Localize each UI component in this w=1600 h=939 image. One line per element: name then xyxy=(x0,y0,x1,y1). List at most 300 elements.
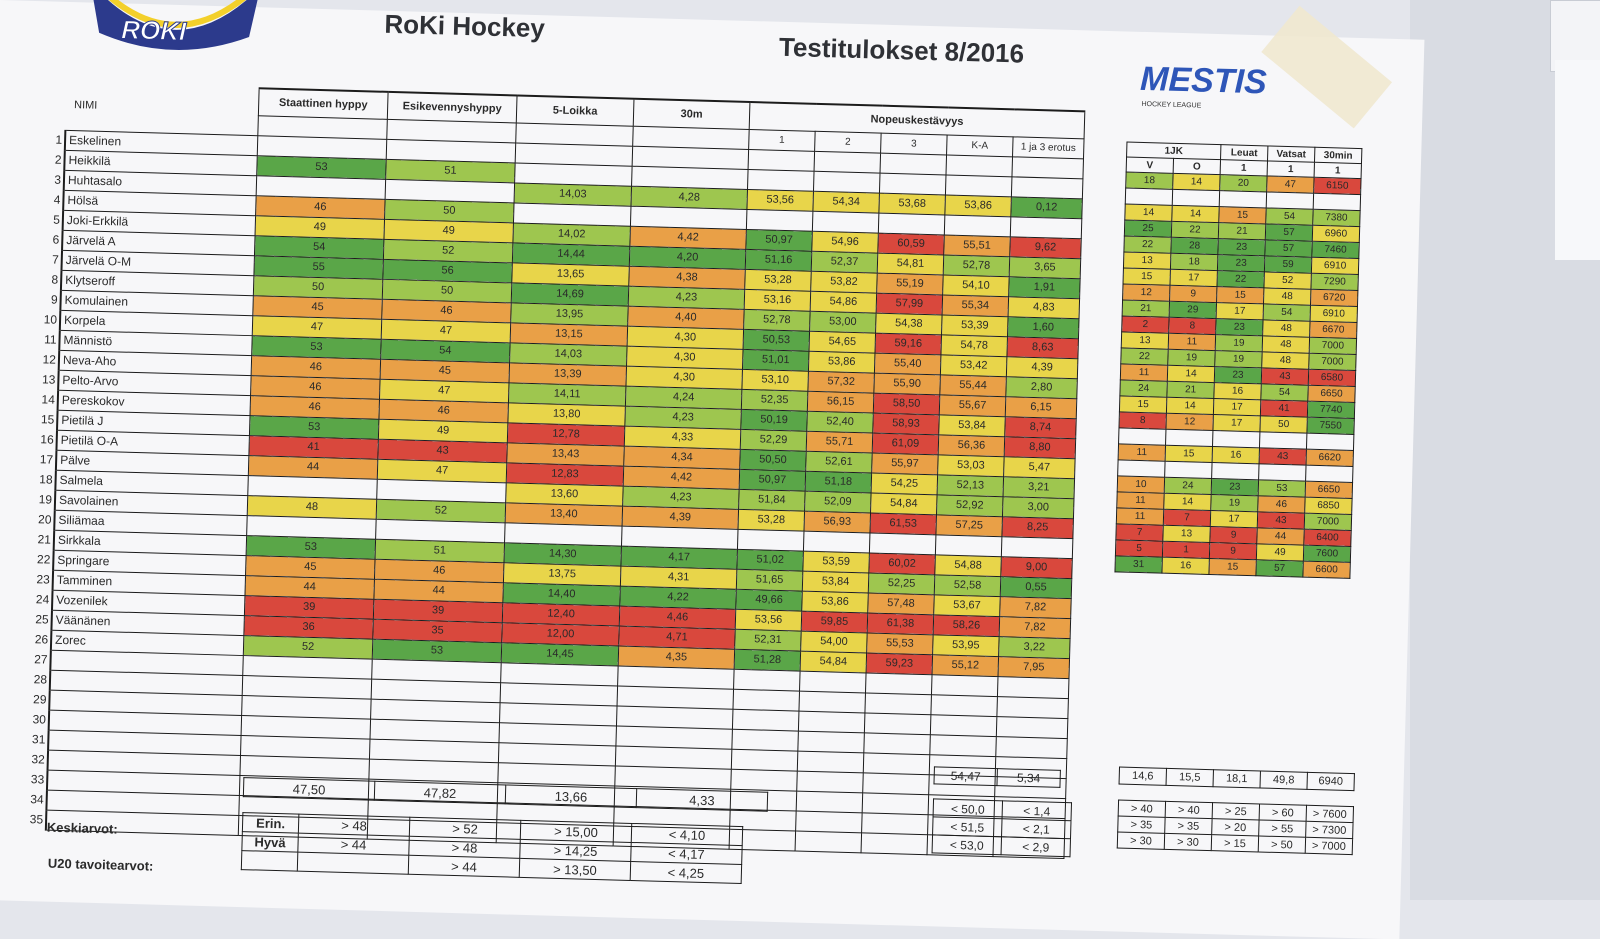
result-cell: 53 xyxy=(372,639,502,663)
strength-cell: 49 xyxy=(1256,544,1303,561)
result-cell: 4,23 xyxy=(628,286,745,309)
strength-cell: 14 xyxy=(1125,204,1172,221)
result-cell xyxy=(864,732,931,754)
strength-table xyxy=(1114,142,1362,579)
player-name: Sirkkala xyxy=(54,530,247,555)
result-cell: 49,66 xyxy=(736,589,803,611)
result-cell: 39 xyxy=(373,599,503,623)
strength-cell: 5 xyxy=(1115,540,1162,557)
strength-cell xyxy=(1259,464,1306,481)
strength-cell: 22 xyxy=(1121,348,1168,365)
result-cell: 14,02 xyxy=(513,222,631,245)
strength-cell: 16 xyxy=(1212,447,1259,464)
strength-cell: 6400 xyxy=(1304,529,1351,546)
result-cell: 50,97 xyxy=(739,469,806,491)
strength-cell: 47 xyxy=(1267,176,1314,193)
result-cell: 4,30 xyxy=(627,326,744,349)
player-name: Siliämaa xyxy=(54,510,247,535)
result-cell: 45 xyxy=(246,555,376,579)
result-cell: 54,10 xyxy=(943,274,1010,296)
strength-cell: 15 xyxy=(1219,207,1266,224)
result-cell: 3,65 xyxy=(1009,256,1081,278)
nop-target: < 2,1 xyxy=(1002,819,1071,839)
target-level-label xyxy=(241,851,298,872)
strength-cell: 9 xyxy=(1209,542,1256,559)
result-cell: 14,44 xyxy=(512,242,630,265)
row-number: 10 xyxy=(43,312,58,327)
result-cell: 47 xyxy=(252,315,382,339)
result-cell: 52,92 xyxy=(937,494,1004,516)
player-name: Springare xyxy=(53,550,246,575)
u20-targets-label: U20 tavoitearvot: xyxy=(47,855,154,874)
result-cell: 8,74 xyxy=(1005,416,1077,438)
result-cell: 58,26 xyxy=(933,614,1000,636)
result-cell: 44 xyxy=(374,579,504,603)
strength-cell: 15 xyxy=(1217,287,1264,304)
strength-cell: 8 xyxy=(1169,317,1216,334)
nop-sub-ka: K-A xyxy=(947,135,1014,156)
strength-cell xyxy=(1125,188,1172,205)
row-number: 8 xyxy=(51,272,59,287)
strength-cell: 14 xyxy=(1164,493,1211,510)
strength-cell: 24 xyxy=(1120,380,1167,397)
strength-cell: 21 xyxy=(1218,223,1265,240)
strength-target: > 35 xyxy=(1165,817,1212,834)
result-cell xyxy=(746,209,813,231)
result-cell xyxy=(931,694,998,716)
nop-sub-2: 2 xyxy=(815,131,882,152)
result-cell: 54,38 xyxy=(876,313,943,335)
strength-cell: 12 xyxy=(1166,413,1213,430)
result-cell xyxy=(866,672,933,694)
result-cell: 53,28 xyxy=(738,509,805,531)
strength-cell: 17 xyxy=(1216,303,1263,320)
strength-cell: 28 xyxy=(1171,237,1218,254)
nop-sub-erotus: 1 ja 3 erotus xyxy=(1013,137,1085,158)
page-subtitle: Testitulokset 8/2016 xyxy=(778,31,1025,69)
result-cell: 53,84 xyxy=(802,571,869,593)
results-table-body xyxy=(27,129,1084,858)
result-cell: 4,17 xyxy=(621,546,738,569)
result-cell: 61,38 xyxy=(867,612,934,634)
result-cell: 53 xyxy=(252,335,382,359)
strength-cell: 44 xyxy=(1257,528,1304,545)
target-value: > 14,25 xyxy=(520,839,631,861)
target-value: > 48 xyxy=(298,814,409,836)
avg-value: 4,33 xyxy=(636,789,767,812)
result-cell xyxy=(813,171,880,193)
strength-target: > 60 xyxy=(1259,804,1306,821)
result-cell: 53,67 xyxy=(934,594,1001,616)
result-cell: 54,25 xyxy=(871,473,938,495)
result-cell: 50 xyxy=(385,199,515,223)
averages-label: Keskiarvot: xyxy=(46,819,118,837)
result-cell: 51,16 xyxy=(745,249,812,271)
target-level-label: Hyvä xyxy=(242,832,299,853)
strength-cell: 7550 xyxy=(1307,417,1354,434)
strength-cell: 15 xyxy=(1123,268,1170,285)
player-name: Salmela xyxy=(55,470,248,495)
strength-cell: 19 xyxy=(1215,351,1262,368)
strength-cell: 6650 xyxy=(1308,385,1355,402)
result-cell: 12,83 xyxy=(506,462,624,485)
result-cell: 52,29 xyxy=(740,429,807,451)
result-cell: 50,53 xyxy=(743,329,810,351)
result-cell xyxy=(864,712,931,734)
nop-target: < 50,0 xyxy=(933,799,1002,819)
strength-cell xyxy=(1166,429,1213,446)
result-cell: 59,16 xyxy=(875,333,942,355)
strength-cell xyxy=(1165,461,1212,478)
strength-target: > 25 xyxy=(1212,803,1259,820)
nop-sub-1: 1 xyxy=(749,129,816,150)
row-number: 11 xyxy=(43,332,57,347)
result-cell xyxy=(798,731,865,753)
result-cell: 60,02 xyxy=(869,552,936,574)
strength-cell xyxy=(1306,433,1353,450)
row-number: 31 xyxy=(31,732,46,747)
result-cell: 13,60 xyxy=(506,482,624,505)
result-cell xyxy=(800,671,867,693)
result-cell: 47 xyxy=(381,319,511,343)
result-cell: 53,56 xyxy=(735,609,802,631)
strength-cell: 6850 xyxy=(1305,497,1352,514)
target-value: > 44 xyxy=(408,855,519,877)
strength-cell: 25 xyxy=(1124,220,1171,237)
row-number: 9 xyxy=(50,292,58,307)
result-cell xyxy=(861,832,928,854)
row-number: 33 xyxy=(30,772,45,787)
result-cell: 3,21 xyxy=(1003,476,1075,498)
result-cell: 52,25 xyxy=(868,572,935,594)
strength-cell: 15 xyxy=(1209,558,1256,575)
col-leuat-header: Leuat xyxy=(1221,145,1268,161)
result-cell: 14,69 xyxy=(511,282,629,305)
player-name: Pietilä J xyxy=(57,410,250,435)
result-cell: 50 xyxy=(253,275,383,299)
row-number: 16 xyxy=(40,432,54,447)
row-number: 4 xyxy=(53,192,61,207)
result-cell: 57,99 xyxy=(876,293,943,315)
strength-cell: 54 xyxy=(1266,208,1313,225)
result-cell: 8,63 xyxy=(1007,336,1079,358)
strength-targets xyxy=(1117,800,1354,856)
result-cell xyxy=(733,689,800,711)
result-cell: 8,25 xyxy=(1002,516,1074,538)
result-cell: 55,53 xyxy=(867,632,934,654)
row-number: 12 xyxy=(42,352,57,367)
row-number: 24 xyxy=(35,592,50,607)
strength-cell: 6670 xyxy=(1310,321,1357,338)
result-cell: 55,97 xyxy=(872,453,939,475)
result-cell: 12,78 xyxy=(507,422,625,445)
strength-cell: 6960 xyxy=(1312,225,1359,242)
strength-avg: 15,5 xyxy=(1166,768,1213,786)
col-30min-sub: 1 xyxy=(1314,162,1361,178)
column-nopeus-header: Nopeuskestävyys xyxy=(749,102,1085,139)
strength-cell: 19 xyxy=(1168,349,1215,366)
strength-cell: 22 xyxy=(1171,221,1218,238)
nop-targets xyxy=(932,798,1072,857)
strength-cell: 6720 xyxy=(1310,289,1357,306)
result-cell: 4,20 xyxy=(629,246,746,269)
result-cell: 56,15 xyxy=(807,391,874,413)
player-name: Väänänen xyxy=(51,610,244,635)
strength-cell: 7 xyxy=(1116,524,1163,541)
strength-cell: 12 xyxy=(1123,284,1170,301)
strength-cell: 13 xyxy=(1163,525,1210,542)
result-cell: 51,18 xyxy=(805,471,872,493)
strength-cell: 57 xyxy=(1265,224,1312,241)
result-cell xyxy=(797,751,864,773)
target-value xyxy=(297,852,408,874)
result-cell: 54,65 xyxy=(809,331,876,353)
nop-averages xyxy=(933,766,1060,788)
result-cell: 58,93 xyxy=(873,413,940,435)
strength-cell: 18 xyxy=(1126,172,1173,189)
result-cell: 52,37 xyxy=(811,251,878,273)
result-cell: 51 xyxy=(375,539,505,563)
result-cell: 8,80 xyxy=(1004,436,1076,458)
strength-cell: 19 xyxy=(1211,495,1258,512)
result-cell: 52 xyxy=(383,239,513,263)
result-cell xyxy=(812,211,879,233)
col-leuat-sub: 1 xyxy=(1220,160,1267,176)
result-cell: 14,03 xyxy=(510,342,628,365)
roki-logo xyxy=(79,0,271,58)
result-cell: 45 xyxy=(253,295,383,319)
result-cell xyxy=(1010,216,1082,238)
result-cell: 54,34 xyxy=(813,191,880,213)
row-number: 25 xyxy=(35,612,49,627)
strength-cell xyxy=(1212,463,1259,480)
result-cell: 51,28 xyxy=(734,649,801,671)
row-number: 6 xyxy=(52,232,60,247)
result-cell: 53,42 xyxy=(940,354,1007,376)
column-5loikka-header: 5-Loikka xyxy=(516,95,634,126)
strength-averages xyxy=(1119,767,1355,792)
page-title: RoKi Hockey xyxy=(384,8,546,44)
player-name: Pietilä O-A xyxy=(56,430,249,455)
result-cell: 52,09 xyxy=(805,491,872,513)
strength-cell xyxy=(1118,460,1165,477)
result-cell xyxy=(997,696,1069,718)
strength-cell: 48 xyxy=(1263,320,1310,337)
player-name: Klytseroff xyxy=(61,270,254,295)
result-cell: 3,22 xyxy=(999,636,1071,658)
strength-target: > 40 xyxy=(1118,800,1165,817)
result-cell: 55,19 xyxy=(877,273,944,295)
strength-cell xyxy=(1119,428,1166,445)
strength-cell: 21 xyxy=(1122,300,1169,317)
strength-cell xyxy=(1266,192,1313,209)
result-cell: 4,34 xyxy=(624,446,741,469)
nop-avg-erotus: 5,34 xyxy=(997,769,1060,788)
result-cell: 6,15 xyxy=(1005,396,1077,418)
strength-cell: 54 xyxy=(1261,384,1308,401)
result-cell: 14,40 xyxy=(503,582,621,605)
col-vatsat-header: Vatsat xyxy=(1268,146,1315,162)
result-cell xyxy=(796,791,863,813)
result-cell xyxy=(731,749,798,771)
result-cell xyxy=(748,169,815,191)
strength-cell: 23 xyxy=(1217,255,1264,272)
result-cell xyxy=(748,149,815,171)
strength-cell: 7 xyxy=(1163,509,1210,526)
strength-cell: 31 xyxy=(1115,556,1162,573)
result-cell: 0,12 xyxy=(1011,196,1083,218)
result-cell: 4,30 xyxy=(626,366,743,389)
strength-cell: 19 xyxy=(1215,335,1262,352)
strength-cell: 1 xyxy=(1162,541,1209,558)
strength-cell: 14 xyxy=(1167,365,1214,382)
results-table xyxy=(27,81,1085,858)
strength-cell: 22 xyxy=(1217,271,1264,288)
result-cell: 57,48 xyxy=(868,592,935,614)
result-cell: 57,32 xyxy=(808,371,875,393)
strength-cell: 7000 xyxy=(1304,513,1351,530)
result-cell: 44 xyxy=(248,455,378,479)
result-cell xyxy=(799,691,866,713)
nop-target: < 51,5 xyxy=(933,817,1002,837)
target-value: > 48 xyxy=(409,836,520,858)
strength-cell: 23 xyxy=(1218,239,1265,256)
strength-cell: 24 xyxy=(1164,477,1211,494)
row-number: 18 xyxy=(39,472,53,487)
result-cell xyxy=(862,812,929,834)
strength-cell: 13 xyxy=(1121,332,1168,349)
strength-cell xyxy=(1259,432,1306,449)
result-cell: 53,82 xyxy=(811,271,878,293)
strength-cell xyxy=(1219,191,1266,208)
result-cell: 52,40 xyxy=(807,411,874,433)
player-name: Hölsä xyxy=(63,190,256,215)
player-name: Pelto-Arvo xyxy=(58,370,251,395)
strength-cell: 18 xyxy=(1170,253,1217,270)
result-cell: 4,28 xyxy=(631,186,748,209)
strength-cell: 10 xyxy=(1117,476,1164,493)
strength-cell: 43 xyxy=(1261,368,1308,385)
col-1jk-header: 1JK xyxy=(1127,142,1221,160)
col-vatsat-sub: 1 xyxy=(1267,161,1314,177)
result-cell: 53,86 xyxy=(945,194,1012,216)
result-cell: 13,39 xyxy=(509,362,627,385)
target-value: < 4,10 xyxy=(631,823,742,845)
result-cell: 55,71 xyxy=(806,431,873,453)
result-cell: 52 xyxy=(243,635,373,659)
result-cell: 54,81 xyxy=(877,253,944,275)
strength-cell: 48 xyxy=(1262,336,1309,353)
strength-cell: 29 xyxy=(1169,301,1216,318)
result-cell: 54,84 xyxy=(800,651,867,673)
result-cell: 0,55 xyxy=(1000,576,1072,598)
row-number: 5 xyxy=(53,212,61,227)
result-cell: 1,60 xyxy=(1008,316,1080,338)
result-cell xyxy=(803,531,870,553)
row-number: 3 xyxy=(54,172,62,187)
result-cell: 53,10 xyxy=(742,369,809,391)
row-number: 1 xyxy=(55,132,63,147)
result-cell xyxy=(1001,536,1073,558)
result-cell: 50,50 xyxy=(740,449,807,471)
strength-cell: 20 xyxy=(1220,175,1267,192)
result-cell: 4,40 xyxy=(628,306,745,329)
column-name-header: NIMI xyxy=(73,98,98,112)
result-cell: 46 xyxy=(250,395,380,419)
result-cell: 54,88 xyxy=(935,554,1002,576)
result-cell: 55 xyxy=(254,255,384,279)
row-number: 28 xyxy=(33,672,48,687)
result-cell: 60,59 xyxy=(878,233,945,255)
result-cell: 4,30 xyxy=(627,346,744,369)
strength-cell: 54 xyxy=(1263,304,1310,321)
result-cell: 12,40 xyxy=(502,602,620,625)
row-number: 19 xyxy=(38,492,53,507)
result-cell: 7,82 xyxy=(1000,596,1072,618)
result-cell: 52,78 xyxy=(943,254,1010,276)
column-esikevennys-header: Esikevennyshyppy xyxy=(387,92,517,123)
result-cell xyxy=(996,716,1068,738)
result-cell: 14,45 xyxy=(501,642,619,665)
target-value: < 4,17 xyxy=(631,842,742,864)
result-cell: 53,86 xyxy=(802,591,869,613)
row-number: 2 xyxy=(54,152,62,167)
strength-cell: 7000 xyxy=(1309,337,1356,354)
result-cell: 54,78 xyxy=(941,334,1008,356)
result-cell: 53,56 xyxy=(747,189,814,211)
strength-cell: 15 xyxy=(1165,445,1212,462)
strength-cell: 57 xyxy=(1256,560,1303,577)
result-cell xyxy=(996,736,1068,758)
result-cell xyxy=(732,709,799,731)
strength-cell: 48 xyxy=(1262,352,1309,369)
result-cell: 12,00 xyxy=(502,622,620,645)
result-cell: 54 xyxy=(254,235,384,259)
result-cell: 52,31 xyxy=(735,629,802,651)
nop-target: < 2,9 xyxy=(1001,837,1070,857)
row-number: 21 xyxy=(37,532,52,547)
strength-cell: 7740 xyxy=(1307,401,1354,418)
strength-cell: 11 xyxy=(1117,492,1164,509)
result-cell xyxy=(945,174,1012,196)
result-cell: 4,23 xyxy=(625,406,742,429)
result-cell xyxy=(879,173,946,195)
result-cell: 54,84 xyxy=(871,493,938,515)
result-cell: 4,35 xyxy=(618,646,735,669)
strength-cell: 23 xyxy=(1216,319,1263,336)
result-cell xyxy=(930,714,997,736)
result-cell xyxy=(796,811,863,833)
result-cell: 5,47 xyxy=(1004,456,1076,478)
result-cell: 3,00 xyxy=(1002,496,1074,518)
result-cell: 13,75 xyxy=(503,562,621,585)
row-number: 30 xyxy=(32,712,47,727)
result-cell: 53,95 xyxy=(933,634,1000,656)
result-cell: 4,31 xyxy=(620,566,737,589)
result-cell: 4,42 xyxy=(630,226,747,249)
result-cell xyxy=(862,792,929,814)
result-cell: 55,12 xyxy=(932,654,999,676)
result-cell: 13,40 xyxy=(505,502,623,525)
strength-avg: 49,8 xyxy=(1260,771,1307,789)
strength-cell: 52 xyxy=(1264,272,1311,289)
row-number: 20 xyxy=(37,512,52,527)
strength-cell: 17 xyxy=(1213,415,1260,432)
row-number: 34 xyxy=(30,792,44,807)
strength-cell: 11 xyxy=(1118,444,1165,461)
result-cell: 9,62 xyxy=(1010,236,1082,258)
result-cell: 56,36 xyxy=(938,434,1005,456)
